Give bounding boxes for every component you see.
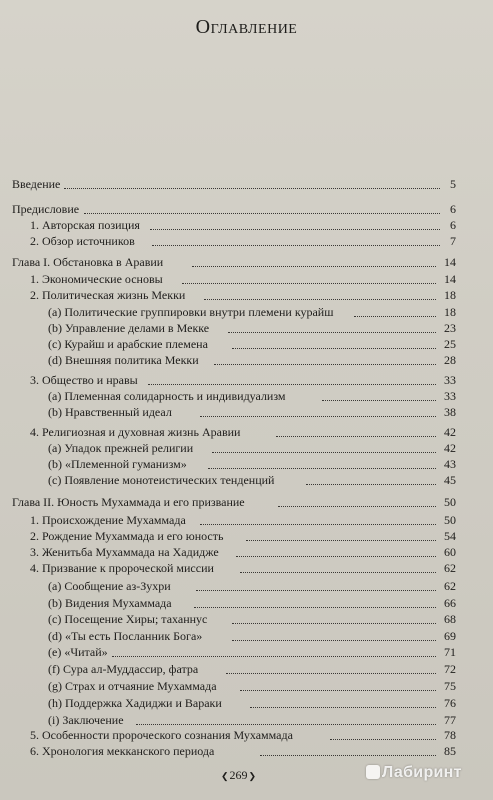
toc-entry-title: (g) Страх и отчаяние Мухаммада [48, 679, 217, 693]
toc-entry [48, 320, 456, 336]
toc-entry [30, 528, 456, 544]
dot-leader [112, 656, 436, 657]
toc-entry-title: 1. Авторская позиция [30, 218, 140, 232]
toc-entry-page: 14 [444, 255, 456, 269]
dot-leader [260, 755, 436, 756]
toc-entry-title: 5. Особенности пророческого сознания Мухаммада [30, 728, 293, 742]
dot-leader [84, 213, 440, 214]
toc-entry-title: Глава I. Обстановка в Аравии [12, 255, 164, 269]
toc-entry-title: (a) Упадок прежней религии [48, 441, 194, 455]
toc-entry-page: 66 [444, 596, 456, 610]
toc-entry-title: 2. Обзор источников [30, 234, 135, 248]
toc-entry-title: (d) «Ты есть Посланник Бога» [48, 629, 203, 643]
toc-entry-page: 38 [444, 405, 456, 419]
toc-entry-page: 25 [444, 337, 456, 351]
toc-entry-title: 2. Политическая жизнь Мекки [30, 288, 186, 302]
toc-entry [30, 544, 456, 560]
dot-leader [236, 556, 436, 557]
toc-entry-page: 72 [444, 662, 456, 676]
toc-entry-page: 33 [444, 373, 456, 387]
dot-leader [192, 266, 436, 267]
toc-entry-title: (h) Поддержка Хадиджи и Вараки [48, 696, 222, 710]
toc-entry-page: 42 [444, 425, 456, 439]
toc-entry-title: 3. Женитьба Мухаммада на Хадидже [30, 545, 219, 559]
dot-leader [232, 623, 436, 624]
dot-leader [276, 436, 436, 437]
dot-leader [240, 572, 436, 573]
toc-entry-page: 42 [444, 441, 456, 455]
dot-leader [246, 540, 436, 541]
toc-entry-page: 6 [450, 218, 456, 232]
toc-entry-page: 62 [444, 579, 456, 593]
toc-entry-page: 50 [444, 495, 456, 509]
dot-leader [204, 299, 436, 300]
toc-entry [30, 271, 456, 287]
toc-entry-page: 69 [444, 629, 456, 643]
toc-entry-title: (b) «Племенной гуманизм» [48, 457, 187, 471]
toc-entry-title: Глава II. Юность Мухаммада и его призвание [12, 495, 245, 509]
toc-entry [12, 494, 456, 510]
toc-entry-page: 62 [444, 561, 456, 575]
toc-entry [48, 404, 456, 420]
toc-entry-title: Введение [12, 177, 61, 191]
dot-leader [196, 590, 436, 591]
toc-entry-page: 18 [444, 305, 456, 319]
watermark-text: Лабиринт [382, 764, 462, 781]
dot-leader [200, 524, 436, 525]
toc-entry-title: 6. Хронология мекканского периода [30, 744, 215, 758]
dot-leader [354, 316, 436, 317]
dot-leader [182, 283, 436, 284]
toc-entry [48, 352, 456, 368]
toc-entry-page: 50 [444, 513, 456, 527]
dot-leader [306, 484, 436, 485]
toc-entry-page: 45 [444, 473, 456, 487]
toc-entry-page: 68 [444, 612, 456, 626]
dot-leader [232, 640, 436, 641]
toc-entry-title: (c) Курайш и арабские племена [48, 337, 208, 351]
toc-entry-title: 1. Экономические основы [30, 272, 163, 286]
dot-leader [136, 724, 436, 725]
page-number: ❮ 269 ❯ [221, 768, 256, 783]
toc-entry [30, 743, 456, 759]
toc-entry-title: (a) Политические группировки внутри племени курайш [48, 305, 334, 319]
toc-entry [12, 176, 456, 192]
toc-entry-title: 4. Призвание к пророческой миссии [30, 561, 214, 575]
toc-entry [48, 304, 456, 320]
toc-entry [12, 254, 456, 270]
toc-entry [48, 472, 456, 488]
toc-entry-title: 2. Рождение Мухаммада и его юность [30, 529, 224, 543]
toc-entry [48, 440, 456, 456]
page-title: Оглавление [195, 16, 298, 38]
toc-entry [48, 644, 456, 660]
toc-entry [48, 388, 456, 404]
toc-entry-page: 5 [450, 177, 456, 191]
dot-leader [194, 607, 436, 608]
toc-entry-page: 23 [444, 321, 456, 335]
toc-entry-page: 7 [450, 234, 456, 248]
dot-leader [228, 332, 436, 333]
toc-entry [30, 424, 456, 440]
dot-leader [200, 416, 436, 417]
toc-entry-page: 33 [444, 389, 456, 403]
toc-entry-title: (b) Управление делами в Мекке [48, 321, 210, 335]
toc-entry-title: (c) Появление монотеистических тенденций [48, 473, 275, 487]
toc-entry [48, 578, 456, 594]
toc-entry-page: 14 [444, 272, 456, 286]
toc-entry [48, 595, 456, 611]
toc-entry [30, 372, 456, 388]
toc-entry-page: 76 [444, 696, 456, 710]
dot-leader [278, 506, 436, 507]
toc-entry-title: (d) Внешняя политика Мекки [48, 353, 199, 367]
dot-leader [148, 384, 436, 385]
toc-entry [30, 560, 456, 576]
toc-entry-page: 85 [444, 744, 456, 758]
dot-leader [240, 690, 436, 691]
dot-leader [64, 188, 440, 189]
toc-entry [12, 201, 456, 217]
toc-entry-page: 6 [450, 202, 456, 216]
toc-entry [48, 712, 456, 728]
dot-leader [212, 452, 436, 453]
dot-leader [214, 364, 436, 365]
toc-entry [30, 512, 456, 528]
dot-leader [330, 739, 436, 740]
toc-entry [48, 336, 456, 352]
toc-entry-page: 43 [444, 457, 456, 471]
toc-entry-page: 60 [444, 545, 456, 559]
toc-entry [30, 217, 456, 233]
toc-entry [30, 727, 456, 743]
toc-entry [48, 611, 456, 627]
toc-entry-title: 4. Религиозная и духовная жизнь Аравии [30, 425, 241, 439]
toc-entry-title: (a) Племенная солидарность и индивидуализм [48, 389, 286, 403]
toc-entry-title: (e) «Читай» [48, 645, 108, 659]
dot-leader [150, 229, 440, 230]
dot-leader [322, 400, 436, 401]
toc-entry [48, 628, 456, 644]
toc-entry-page: 18 [444, 288, 456, 302]
dot-leader [226, 673, 436, 674]
toc-entry-page: 54 [444, 529, 456, 543]
toc-entry-title: (f) Сура ал-Муддассир, фатра [48, 662, 199, 676]
toc-entry-page: 78 [444, 728, 456, 742]
toc-entry [48, 661, 456, 677]
labirint-logo-icon [366, 765, 380, 779]
toc-entry [48, 678, 456, 694]
toc-entry-title: 1. Происхождение Мухаммада [30, 513, 186, 527]
dot-leader [208, 468, 436, 469]
labirint-watermark [366, 764, 462, 782]
toc-entry-title: Предисловие [12, 202, 80, 216]
toc-entry-title: (b) Нравственный идеал [48, 405, 172, 419]
toc-entry-page: 28 [444, 353, 456, 367]
toc-entry-title: (a) Сообщение аз-Зухри [48, 579, 171, 593]
toc-entry [48, 695, 456, 711]
toc-entry [30, 287, 456, 303]
toc-entry-title: (c) Посещение Хиры; таханнус [48, 612, 208, 626]
toc-entry-title: (i) Заключение [48, 713, 124, 727]
dot-leader [232, 348, 436, 349]
toc-entry-page: 75 [444, 679, 456, 693]
toc-entry-title: (b) Видения Мухаммада [48, 596, 172, 610]
dot-leader [250, 707, 436, 708]
toc-entry-title: 3. Общество и нравы [30, 373, 138, 387]
toc-entry-page: 71 [444, 645, 456, 659]
toc-entry-page: 77 [444, 713, 456, 727]
toc-entry [48, 456, 456, 472]
toc-entry [30, 233, 456, 249]
dot-leader [152, 245, 440, 246]
